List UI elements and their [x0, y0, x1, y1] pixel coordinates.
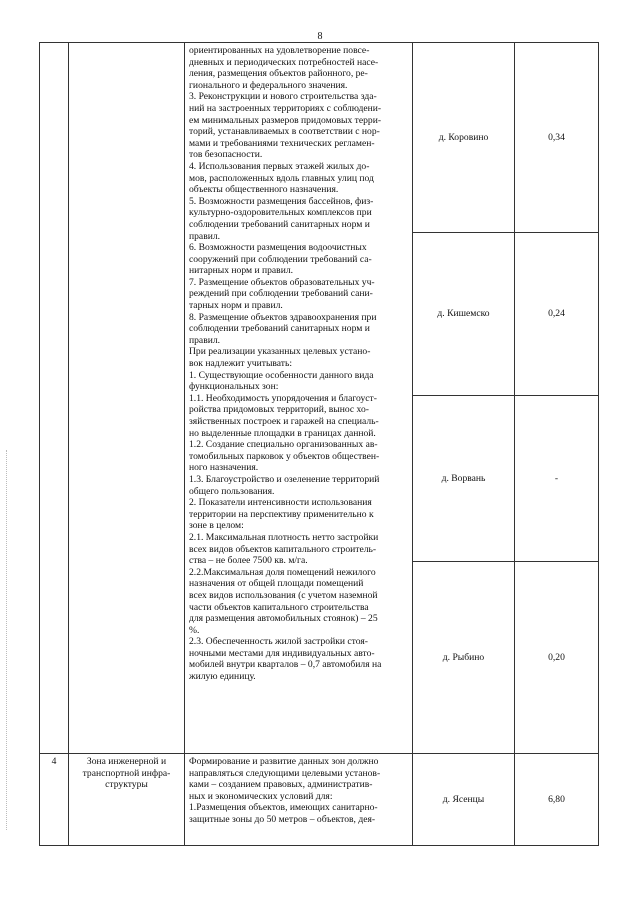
- zones-table: [39, 42, 599, 846]
- area-value: -: [554, 472, 559, 484]
- text-line: сооружений при соблюдении требований са-: [189, 253, 372, 265]
- location-name: д. Ясенцы: [442, 793, 485, 805]
- table-row: [40, 43, 599, 233]
- text-line: транспортной инфра-: [82, 767, 171, 779]
- text-line: объекты общественного назначения.: [189, 184, 339, 196]
- text-line: торий, устанавливаемых в соответствии с нор-: [189, 126, 380, 138]
- text-line: 7. Размещение объектов образовательных уч-: [189, 276, 375, 288]
- text-line: ного назначения.: [189, 462, 259, 474]
- text-line: зяйственных построек и гаражей на специаль-: [189, 416, 379, 427]
- text-line: всех видов использования (с учетом наземной: [189, 589, 378, 601]
- text-line: ночными местами для индивидуальных авто-: [189, 647, 375, 659]
- text-line: ства – не более 7500 кв. м/га.: [189, 555, 308, 567]
- text-line: ками – созданием правовых, административ-: [189, 779, 373, 791]
- area-value: 0,24: [548, 308, 565, 320]
- location-cell: [413, 754, 515, 846]
- table-row: [40, 754, 599, 846]
- text-line: культурно-оздоровительных комплексов при: [189, 207, 372, 219]
- text-line: ем минимальных размеров придомовых терри-: [189, 114, 382, 126]
- text-line: функциональных зон:: [189, 381, 279, 393]
- scan-margin-dots: [6, 450, 8, 830]
- location-cell: [413, 396, 515, 562]
- text-line: 1.3. Благоустройство и озеленение территорий: [189, 473, 380, 485]
- location-cell: [413, 562, 515, 754]
- text-line: ориентированных на удовлетворение повсе-: [189, 45, 370, 56]
- location-cell: [413, 43, 515, 233]
- text-line: 1.2. Создание специально организованных ав-: [189, 439, 378, 451]
- description-cell: [185, 43, 413, 754]
- text-line: ления, размещения объектов районного, ре-: [189, 68, 368, 80]
- text-line: тарных норм и правил.: [189, 300, 283, 312]
- text-line: 6. Возможности размещения водоочистных: [189, 242, 367, 254]
- text-line: ных и экономических условий для:: [189, 790, 333, 802]
- text-line: правил.: [189, 230, 221, 242]
- text-line: всех видов объектов капитального строитель-: [189, 543, 377, 555]
- text-line: ройства придомовых территорий, вынос хо-: [189, 404, 369, 416]
- text-line: части объектов капитального строительства: [189, 601, 369, 613]
- text-line: тов безопасности.: [189, 149, 263, 161]
- text-line: томобильных парковок у объектов обществен-: [189, 450, 380, 462]
- page-number: 8: [317, 31, 323, 42]
- text-line: территории на перспективу применительно к: [189, 508, 374, 520]
- text-line: для размещения автомобильных стоянок) – 25: [189, 613, 378, 625]
- text-line: жилую единицу.: [189, 671, 256, 683]
- text-line: 8. Размещение объектов здравоохранения при: [189, 311, 377, 323]
- description-cell: [185, 754, 413, 846]
- text-line: 2.1. Максимальная плотность нетто застройки: [189, 531, 379, 543]
- number-cell: [40, 43, 69, 754]
- row-number: 4: [51, 756, 57, 767]
- text-line: гионального и федерального значения.: [189, 79, 348, 91]
- value-cell: [515, 233, 599, 396]
- text-line: 2.3. Обеспеченность жилой застройки стоя-: [189, 636, 368, 648]
- value-cell: [515, 562, 599, 754]
- text-line: защитные зоны до 50 метров – объектов, дея-: [189, 813, 376, 825]
- text-line: дневных и периодических потребностей насе-: [189, 56, 379, 68]
- location-name: д. Ворвань: [441, 472, 486, 484]
- text-line: 2.2.Максимальная доля помещений нежилого: [189, 566, 376, 578]
- text-line: структуры: [105, 779, 148, 791]
- description-text: [185, 45, 412, 683]
- zone-name-cell: [69, 43, 185, 754]
- text-line: 1.1. Необходимость упорядочения и благоуст-: [189, 392, 377, 404]
- zone-name: [69, 756, 184, 791]
- text-line: Формирование и развитие данных зон должно: [189, 756, 379, 767]
- text-line: реждений при соблюдении требований сани-: [189, 288, 373, 300]
- value-cell: [515, 754, 599, 846]
- text-line: нитарных норм и правил.: [189, 265, 294, 277]
- text-line: 5. Возможности размещения бассейнов, физ-: [189, 195, 374, 207]
- location-name: д. Кишемско: [437, 308, 490, 320]
- text-line: При реализации указанных целевых устано-: [189, 346, 371, 358]
- text-line: направляться следующими целевыми установ-: [189, 767, 381, 779]
- text-line: 2. Показатели интенсивности использования: [189, 497, 372, 509]
- description-text: [185, 756, 412, 826]
- number-cell: [40, 754, 69, 846]
- text-line: Зона инженерной и: [86, 756, 167, 767]
- text-line: соблюдении требований санитарных норм и: [189, 218, 370, 230]
- location-name: д. Рыбино: [442, 651, 485, 663]
- text-line: ний на застроенных территориях с соблюдени-: [189, 102, 382, 114]
- area-value: 0,34: [548, 131, 565, 143]
- area-value: 0,20: [548, 651, 565, 663]
- location-cell: [413, 233, 515, 396]
- text-line: соблюдении требований санитарных норм и: [189, 323, 370, 335]
- text-line: 1. Существующие особенности данного вида: [189, 369, 374, 381]
- text-line: мов, расположенных вдоль главных улиц под: [189, 172, 374, 184]
- text-line: 3. Реконструкции и нового строительства зда-: [189, 91, 377, 103]
- text-line: мобилей внутри кварталов – 0,7 автомобиля на: [189, 659, 382, 671]
- text-line: 4. Использования первых этажей жилых до-: [189, 160, 370, 172]
- value-cell: [515, 396, 599, 562]
- zone-name-cell: [69, 754, 185, 846]
- text-line: мами и требованиями технических регламен-: [189, 137, 375, 149]
- text-line: %.: [189, 624, 200, 636]
- text-line: вок надлежит учитывать:: [189, 358, 293, 370]
- text-line: правил.: [189, 334, 221, 346]
- text-line: назначения от общей площади помещений: [189, 578, 364, 590]
- value-cell: [515, 43, 599, 233]
- text-line: общего пользования.: [189, 485, 275, 497]
- area-value: 6,80: [548, 793, 565, 805]
- location-name: д. Коровино: [438, 131, 489, 143]
- text-line: 1.Размещения объектов, имеющих санитарно-: [189, 802, 378, 814]
- text-line: но выделенные площадки в границах данной.: [189, 427, 376, 439]
- text-line: зоне в целом:: [189, 520, 244, 532]
